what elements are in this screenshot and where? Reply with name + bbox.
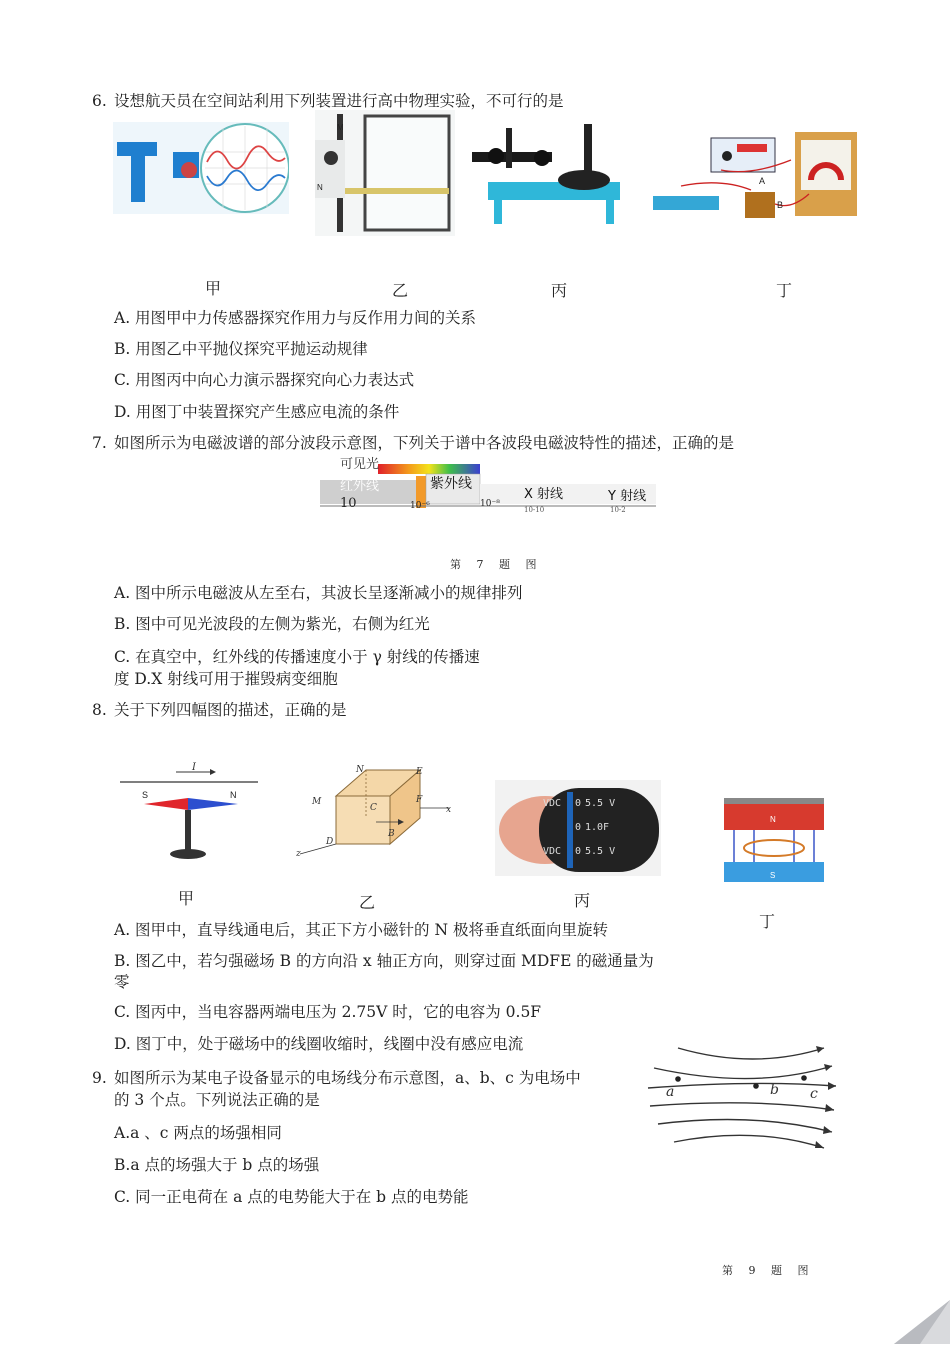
q7-stem: 如图所示为电磁波谱的部分波段示意图，下列关于谱中各波段电磁波特性的描述，正确的是 <box>114 434 735 452</box>
spectrum-visible-label: 可见光 <box>340 457 380 472</box>
q8-option-c: C. 图丙中，当电容器两端电压为 2.75V 时，它的电容为 0.5F <box>114 1003 542 1021</box>
fig8-yi-label-e: E <box>416 767 423 777</box>
q9-stem-line1: 如图所示为某电子设备显示的电场线分布示意图，a、b、c 为电场中 <box>114 1069 581 1087</box>
q9-option-a: A.a 、c 两点的场强相同 <box>114 1124 282 1142</box>
q9-option-b: B.a 点的场强大于 b 点的场强 <box>114 1156 320 1174</box>
fig8-bing-text-55a: 5.5 V <box>585 798 616 809</box>
q9-figure-caption: 第 9 题 图 <box>722 1264 815 1277</box>
fig8-bing-text-55b: 5.5 V <box>585 846 616 857</box>
fig6-label-yi: 乙 <box>392 281 409 300</box>
fig6-ding-letter-a: A <box>759 176 766 186</box>
spectrum-tick-2: 10⁻⁶ <box>410 501 430 511</box>
q6-option-a: A. 用图甲中力传感器探究作用力与反作用力间的关系 <box>114 309 477 327</box>
fig8-yi-label-c: C <box>370 803 377 813</box>
fig8-bing-text-vdc2: VDC <box>543 846 562 857</box>
fig6-ding-image <box>651 130 859 222</box>
q6-option-b: B. 用图乙中平抛仪探究平抛运动规律 <box>114 340 368 358</box>
fig6-label-ding: 丁 <box>776 281 793 300</box>
fig8-ding-image <box>720 796 828 884</box>
fig8-jia-north: N <box>230 790 237 800</box>
q7-option-b: B. 图中可见光波段的左侧为紫光，右侧为红光 <box>114 615 430 633</box>
fig8-label-bing: 丙 <box>574 891 591 910</box>
fig8-label-yi: 乙 <box>359 893 376 912</box>
fig8-jia-south: S <box>142 790 149 800</box>
q9-field-lines-figure <box>644 1040 840 1150</box>
q8-option-a: A. 图甲中，直导线通电后，其正下方小磁针的 N 极将垂直纸面向里旋转 <box>114 921 608 939</box>
spectrum-xray-label: X 射线 <box>524 487 564 502</box>
fig8-yi-label-b: B <box>388 829 395 839</box>
fig8-ding-north: N <box>770 815 776 824</box>
fig6-label-jia: 甲 <box>205 279 222 298</box>
q7-option-c: C. 在真空中，红外线的传播速度小于 γ 射线的传播速 <box>114 648 480 666</box>
fig8-yi-label-z: z <box>296 849 301 858</box>
q9-option-c: C. 同一正电荷在 a 点的电势能大于在 b 点的电势能 <box>114 1188 469 1206</box>
fig6-yi-image <box>315 110 455 236</box>
fig8-yi-label-x: x <box>446 805 452 815</box>
q8-number: 8. <box>92 701 107 719</box>
spectrum-ultraviolet-label: 紫外线 <box>430 476 472 492</box>
q8-option-d: D. 图丁中，处于磁场中的线圈收缩时，线圈中没有感应电流 <box>114 1035 524 1053</box>
fig8-yi-label-f: F <box>416 795 423 805</box>
fig8-bing-image <box>495 780 661 876</box>
fig8-bing-text-0c: 0 <box>575 846 582 857</box>
q6-option-c: C. 用图丙中向心力演示器探究向心力表达式 <box>114 371 415 389</box>
spectrum-tick-4: 10-10 <box>524 506 545 514</box>
q7-figure-caption: 第 7 题 图 <box>450 558 543 571</box>
fig6-ding-letter-b: B <box>777 200 784 210</box>
q8-option-b: B. 图乙中，若匀强磁场 B 的方向沿 x 轴正方向，则穿过面 MDFE 的磁通量为 <box>114 952 654 970</box>
q6-stem: 设想航天员在空间站利用下列装置进行高中物理实验，不可行的是 <box>114 92 564 110</box>
spectrum-tick-5: 10-2 <box>610 506 626 514</box>
q8-stem: 关于下列四幅图的描述，正确的是 <box>114 701 347 719</box>
fig8-yi-label-m: M <box>312 797 322 807</box>
fig6-jia-image <box>113 122 289 214</box>
fig6-label-bing: 丙 <box>551 281 568 300</box>
fig6-yi-letter-m: M <box>337 123 344 132</box>
fig8-yi-label-d: D <box>326 837 334 847</box>
fig8-bing-text-0a: 0 <box>575 798 582 809</box>
spectrum-tick-1: 10 <box>340 496 357 511</box>
fig8-bing-text-1f: 1.0F <box>585 822 610 833</box>
q6-option-d: D. 用图丁中装置探究产生感应电流的条件 <box>114 403 400 421</box>
q7-option-d: 度 D.X 射线可用于摧毁病变细胞 <box>114 670 338 688</box>
fig8-ding-south: S <box>770 871 776 880</box>
fig8-label-jia: 甲 <box>178 889 195 908</box>
q7-number: 7. <box>92 434 107 452</box>
q6-number: 6. <box>92 92 107 110</box>
fig8-bing-text-0b: 0 <box>575 822 582 833</box>
page-corner-decoration <box>880 1286 950 1344</box>
fig6-yi-letter-n: N <box>317 183 323 192</box>
fig8-yi-label-n: N <box>356 765 364 775</box>
field-point-c: c <box>810 1086 818 1102</box>
field-point-b: b <box>770 1082 779 1098</box>
q7-option-a: A. 图中所示电磁波从左至右，其波长呈逐渐减小的规律排列 <box>114 584 523 602</box>
fig8-bing-text-vdc1: VDC <box>543 798 562 809</box>
q9-stem-line2: 的 3 个点。下列说法正确的是 <box>114 1091 320 1109</box>
fig6-bing-image <box>466 118 626 228</box>
spectrum-tick-3: 10⁻⁸ <box>480 499 500 509</box>
q8-option-b-cont: 零 <box>114 973 130 991</box>
fig8-jia-current-label: I <box>192 762 196 773</box>
field-point-a: a <box>666 1084 675 1100</box>
fig8-jia-image <box>116 756 262 864</box>
q7-spectrum-figure <box>318 454 658 520</box>
q9-number: 9. <box>92 1069 107 1087</box>
spectrum-infrared-label: 红外线 <box>340 479 380 494</box>
spectrum-gamma-label: Y 射线 <box>608 489 647 504</box>
fig8-label-ding: 丁 <box>759 912 776 931</box>
fig8-yi-image <box>296 762 458 858</box>
